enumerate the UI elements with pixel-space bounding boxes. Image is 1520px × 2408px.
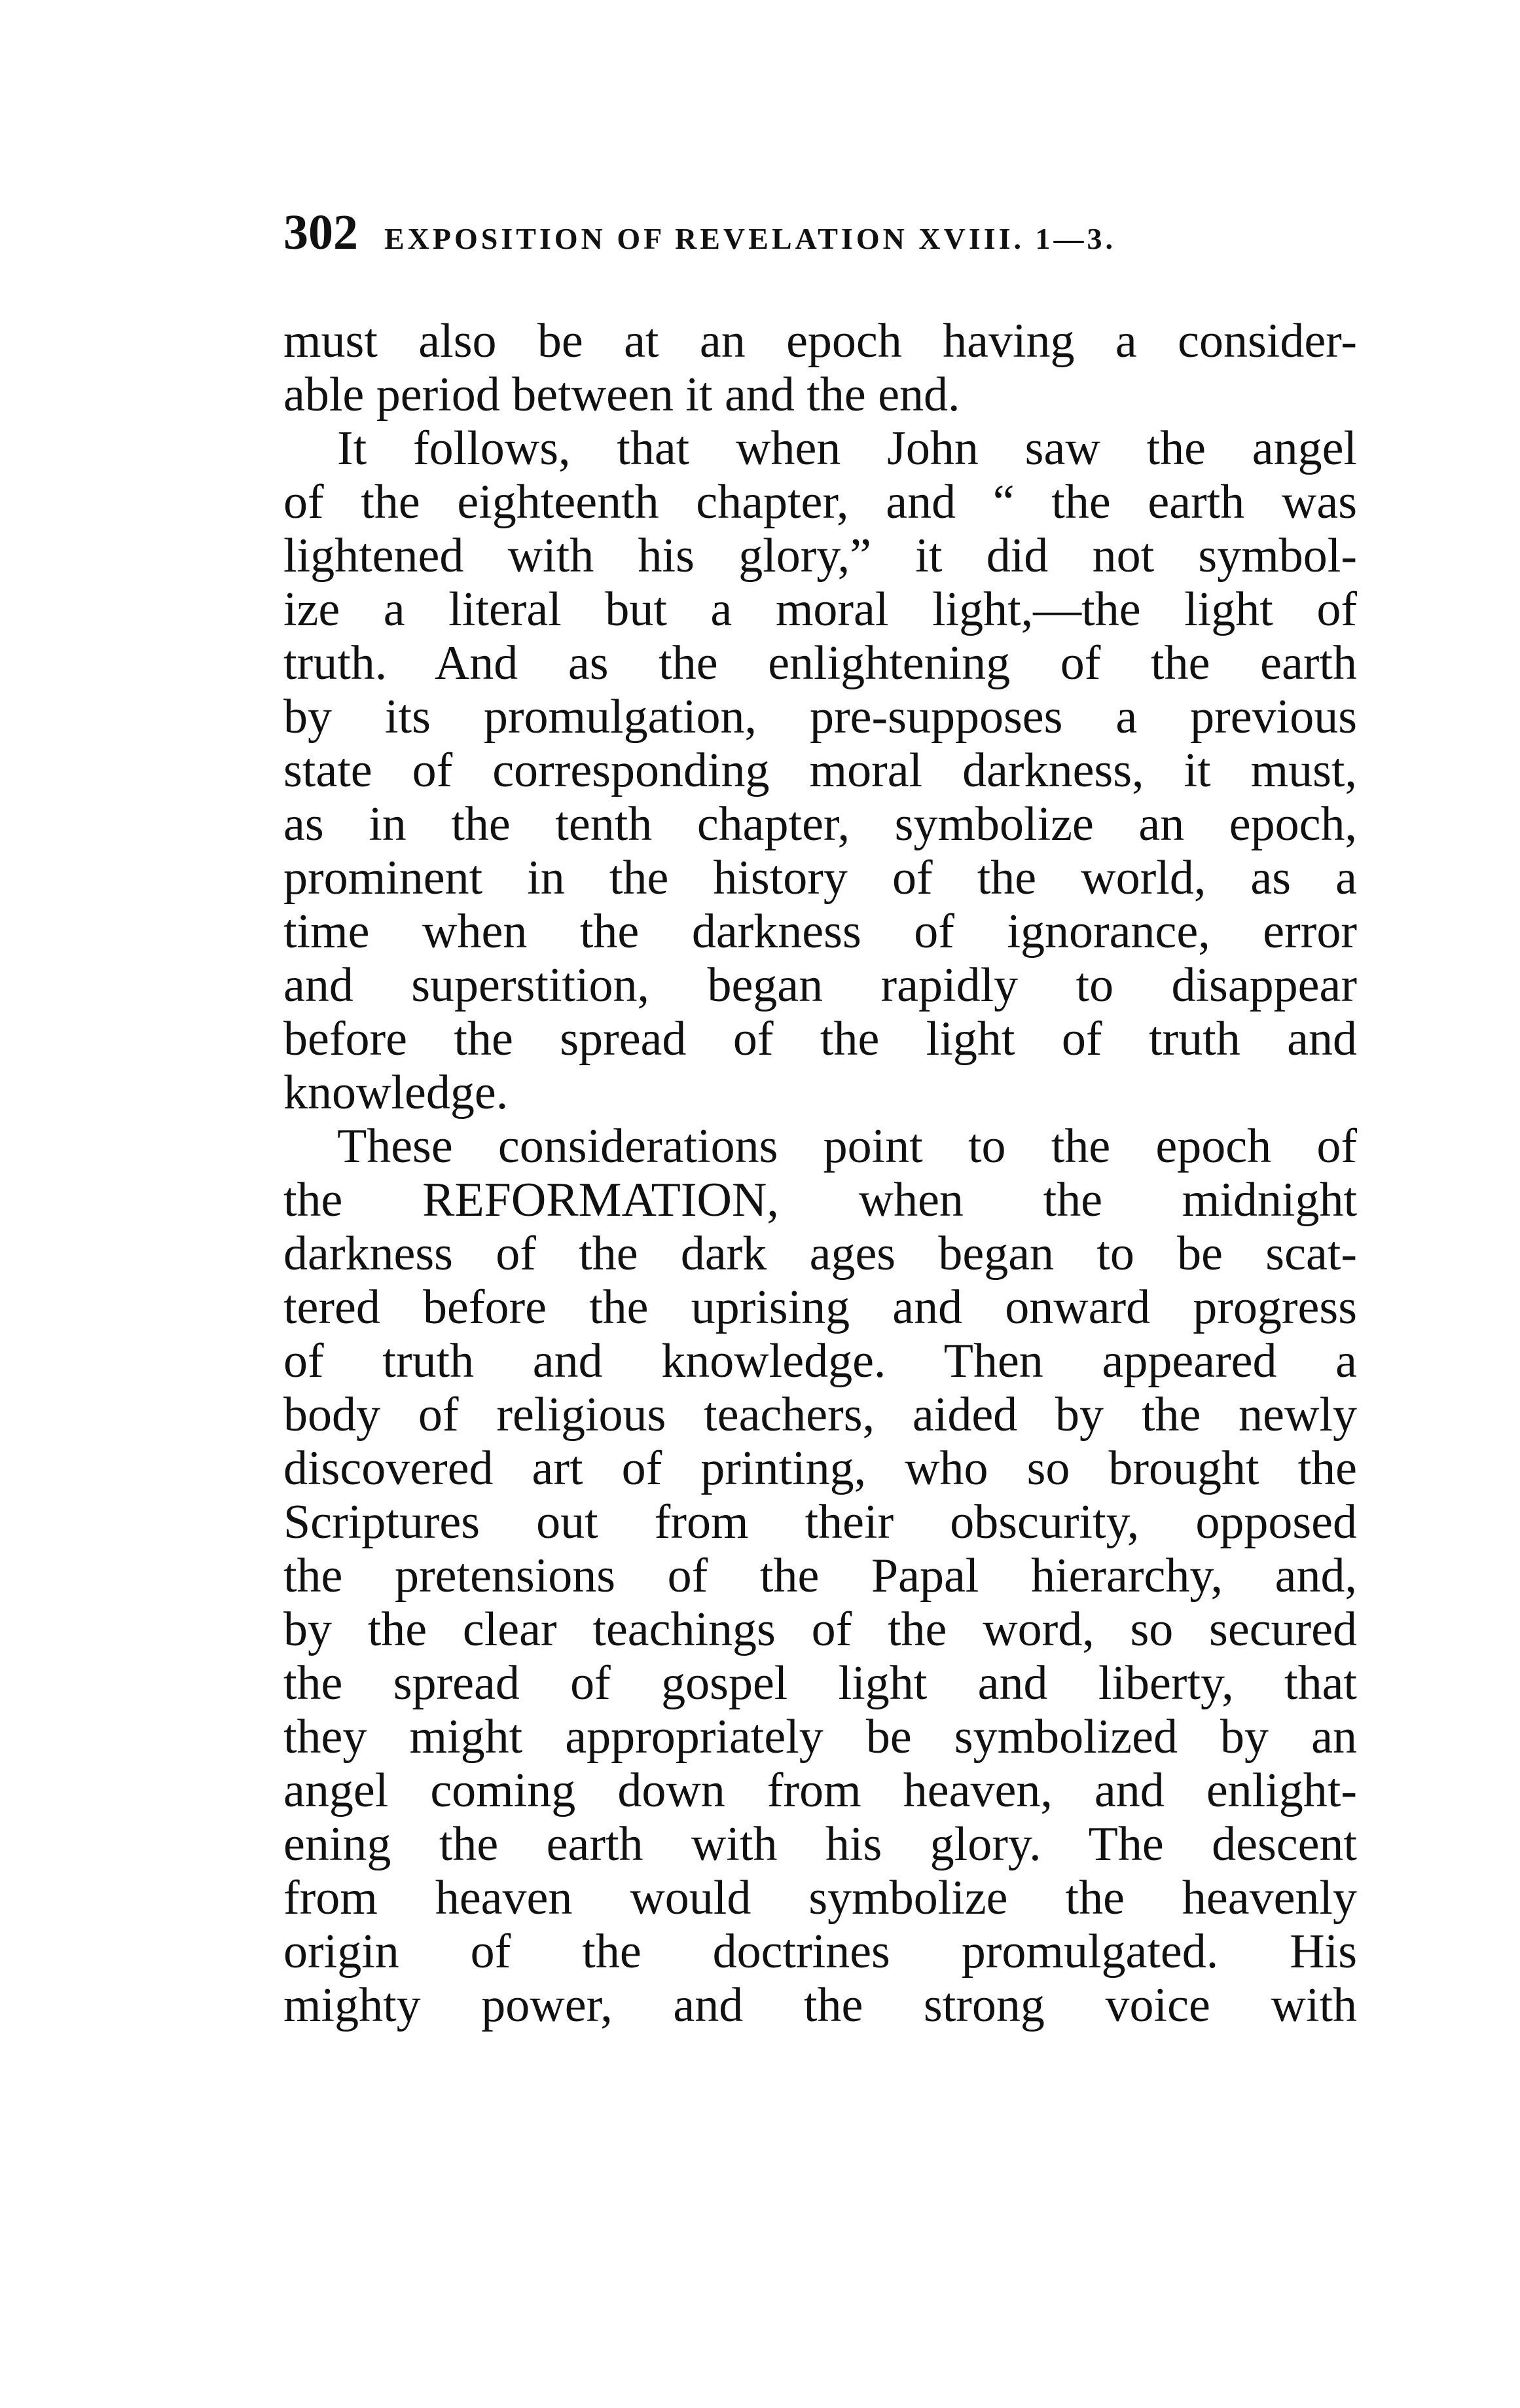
- text-line: the pretensions of the Papal hierarchy, and,: [283, 1549, 1357, 1603]
- text-line: the spread of gospel light and liberty, that: [283, 1656, 1357, 1710]
- text-line: prominent in the history of the world, as a: [283, 851, 1357, 905]
- paragraph: [283, 422, 1357, 1120]
- text-line: and superstition, began rapidly to disappear: [283, 958, 1357, 1012]
- paragraph: [283, 1120, 1357, 2032]
- page-number: 302: [283, 205, 358, 260]
- text-line: from heaven would symbolize the heavenly: [283, 1871, 1357, 1925]
- text-line: must also be at an epoch having a consider-: [283, 314, 1357, 368]
- text-line: ening the earth with his glory. The descent: [283, 1817, 1357, 1871]
- text-line: by the clear teachings of the word, so secured: [283, 1603, 1357, 1656]
- text-line: angel coming down from heaven, and enlight-: [283, 1764, 1357, 1817]
- text-line: they might appropriately be symbolized by an: [283, 1710, 1357, 1764]
- text-line: ize a literal but a moral light,—the light of: [283, 583, 1357, 636]
- text-line: origin of the doctrines promulgated. His: [283, 1925, 1357, 1979]
- page-header: [283, 204, 1357, 263]
- text-line: before the spread of the light of truth and: [283, 1012, 1357, 1066]
- text-line: time when the darkness of ignorance, error: [283, 905, 1357, 958]
- text-line: tered before the uprising and onward progress: [283, 1281, 1357, 1334]
- paragraph-continued: [283, 314, 1357, 422]
- text-line: body of religious teachers, aided by the newly: [283, 1388, 1357, 1442]
- text-line: mighty power, and the strong voice with: [283, 1979, 1357, 2032]
- text-line: darkness of the dark ages began to be scat-: [283, 1227, 1357, 1281]
- text-line: discovered art of printing, who so brought the: [283, 1442, 1357, 1495]
- text-line: the REFORMATION, when the midnight: [283, 1173, 1357, 1227]
- text-line: knowledge.: [283, 1066, 509, 1120]
- text-line: truth. And as the enlightening of the earth: [283, 636, 1357, 690]
- running-head: EXPOSITION OF REVELATION XVIII. 1—3.: [384, 222, 1117, 255]
- text-line: of truth and knowledge. Then appeared a: [283, 1334, 1357, 1388]
- text-line: lightened with his glory,” it did not symbol-: [283, 529, 1357, 583]
- text-line: able period between it and the end.: [283, 368, 960, 422]
- text-line: These considerations point to the epoch of: [337, 1120, 1357, 1173]
- text-line: state of corresponding moral darkness, it must,: [283, 744, 1357, 797]
- text-line: Scriptures out from their obscurity, opposed: [283, 1495, 1357, 1549]
- text-line: of the eighteenth chapter, and “ the earth was: [283, 475, 1357, 529]
- body-text: [283, 314, 1357, 2032]
- text-line: as in the tenth chapter, symbolize an epoch,: [283, 797, 1357, 851]
- text-line: It follows, that when John saw the angel: [337, 422, 1357, 475]
- text-line: by its promulgation, pre-supposes a previous: [283, 690, 1357, 744]
